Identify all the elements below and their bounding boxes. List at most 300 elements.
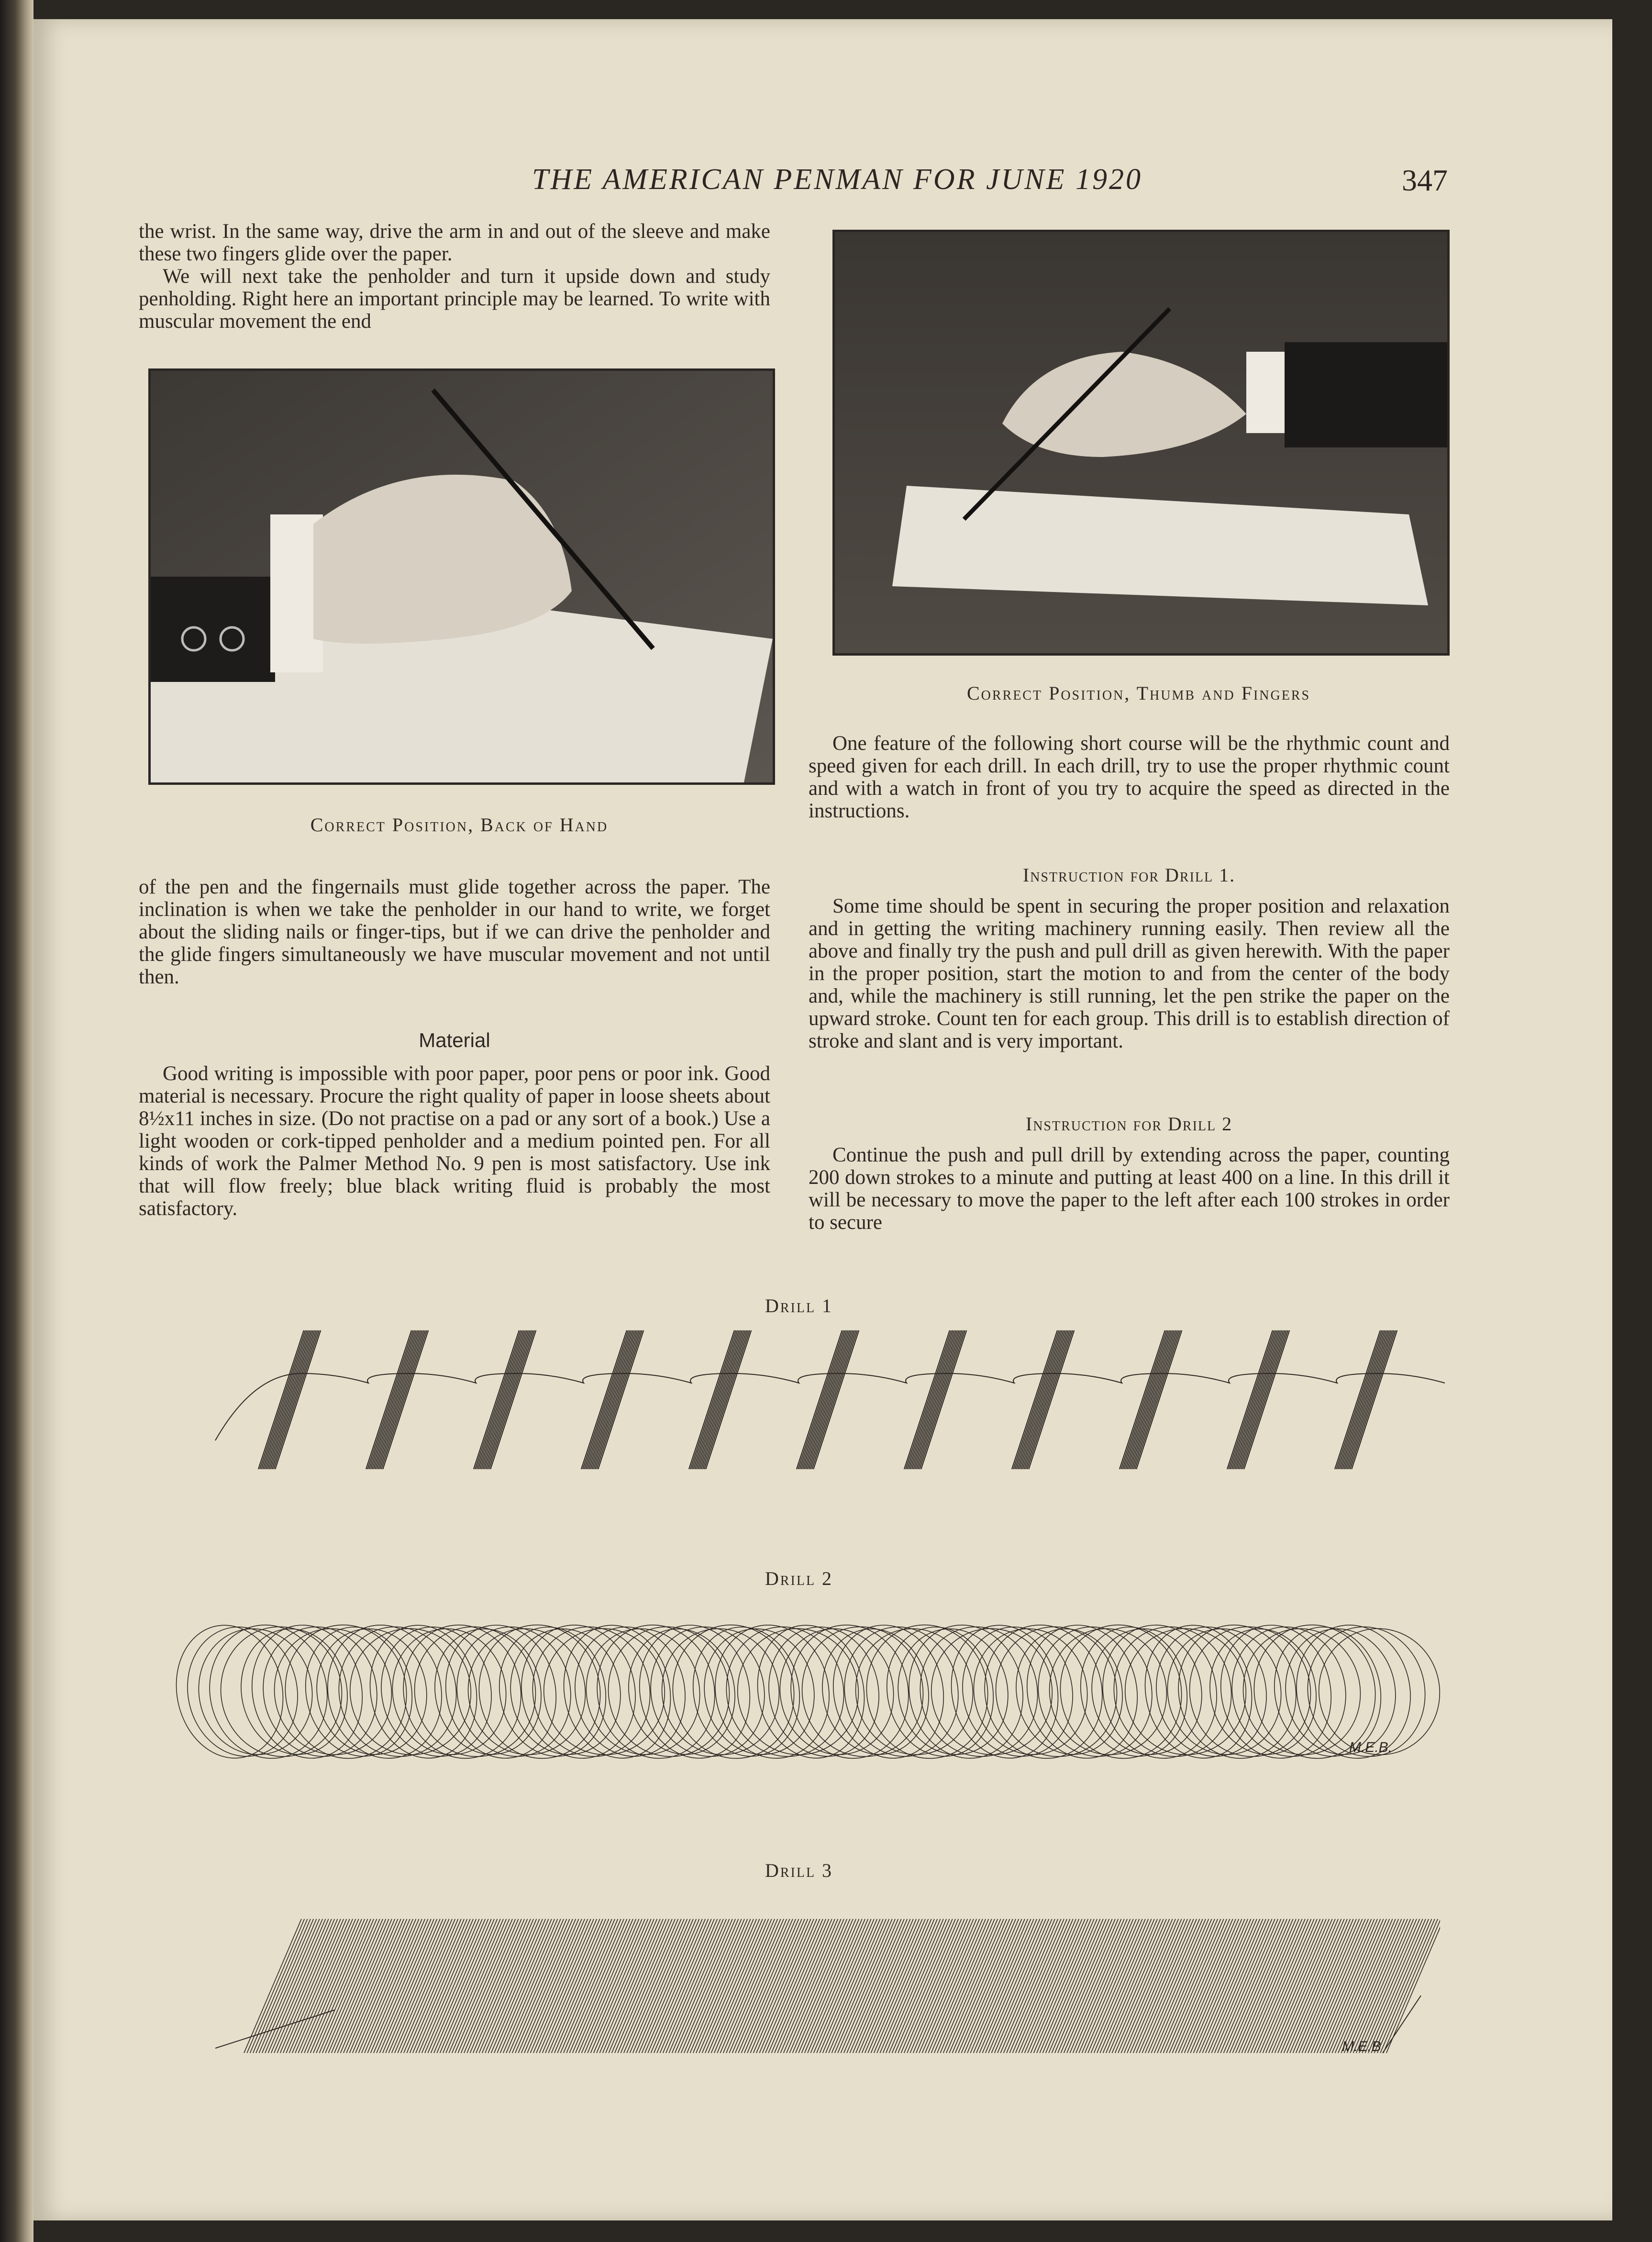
pen-stroke xyxy=(847,1919,904,2053)
pen-stroke xyxy=(1206,1919,1263,2053)
pen-stroke xyxy=(1287,1919,1344,2053)
pen-stroke xyxy=(1218,1919,1275,2053)
magazine-page xyxy=(33,19,1612,2220)
pen-stroke xyxy=(1067,1919,1124,2053)
pen-stroke xyxy=(1320,1919,1377,2053)
pen-stroke xyxy=(1190,1919,1248,2053)
drill3-signature: M.E.B xyxy=(1342,2039,1381,2054)
pen-stroke xyxy=(986,1919,1043,2053)
pen-stroke xyxy=(690,1919,747,2053)
oval-stroke xyxy=(1048,1614,1194,1770)
drill1-illustration xyxy=(206,1321,1459,1484)
pen-stroke xyxy=(690,1330,736,1469)
pen-stroke xyxy=(583,1330,628,1469)
pen-stroke xyxy=(802,1919,859,2053)
pen-stroke xyxy=(1024,1330,1070,1469)
pen-stroke xyxy=(590,1330,636,1469)
pen-stroke xyxy=(1079,1919,1136,2053)
pen-stroke xyxy=(1211,1919,1269,2053)
pen-stroke xyxy=(913,1919,971,2053)
pen-stroke xyxy=(955,1919,1013,2053)
pen-stroke xyxy=(633,1919,690,2053)
pen-stroke xyxy=(366,1330,411,1469)
pen-stroke xyxy=(694,1330,739,1469)
pen-stroke xyxy=(651,1919,709,2053)
pen-stroke xyxy=(1124,1919,1182,2053)
pen-stroke xyxy=(684,1919,742,2053)
pen-stroke xyxy=(697,1330,742,1469)
oval-stroke xyxy=(273,1614,419,1770)
pen-stroke xyxy=(554,1919,612,2053)
pen-stroke xyxy=(1103,1919,1161,2053)
pen-stroke xyxy=(988,1919,1046,2053)
pen-stroke xyxy=(1085,1919,1142,2053)
pen-stroke xyxy=(250,1919,308,2053)
hand-photo-illustration xyxy=(151,371,773,782)
pen-stroke xyxy=(1021,1330,1066,1469)
pen-stroke xyxy=(865,1919,922,2053)
pen-stroke xyxy=(910,1330,956,1469)
pen-stroke xyxy=(744,1919,802,2053)
pen-stroke xyxy=(1236,1919,1293,2053)
pen-stroke xyxy=(949,1919,1007,2053)
pen-stroke xyxy=(461,1919,519,2053)
pen-stroke xyxy=(398,1919,455,2053)
pen-stroke xyxy=(478,1330,524,1469)
pen-stroke xyxy=(726,1919,784,2053)
pen-stroke xyxy=(920,1330,965,1469)
pen-stroke xyxy=(1181,1919,1239,2053)
pen-stroke xyxy=(829,1919,886,2053)
pen-stroke xyxy=(506,1919,564,2053)
oval-stroke xyxy=(1069,1617,1199,1766)
pen-stroke xyxy=(871,1919,928,2053)
pen-stroke xyxy=(334,1919,392,2053)
pen-stroke xyxy=(916,1919,974,2053)
pen-stroke xyxy=(742,1919,799,2053)
pen-stroke xyxy=(1338,1330,1383,1469)
pen-stroke xyxy=(337,1919,395,2053)
pen-stroke xyxy=(931,1919,988,2053)
pen-stroke xyxy=(1097,1919,1154,2053)
pen-stroke xyxy=(383,1919,440,2053)
pen-stroke xyxy=(518,1919,576,2053)
oval-stroke xyxy=(327,1616,468,1768)
pen-stroke xyxy=(976,1919,1034,2053)
pen-stroke xyxy=(1314,1919,1372,2053)
pen-stroke xyxy=(476,1919,533,2053)
pen-stroke xyxy=(481,1330,527,1469)
pen-stroke xyxy=(735,1919,793,2053)
pen-stroke xyxy=(1094,1919,1152,2053)
pen-stroke xyxy=(1130,1919,1187,2053)
pen-stroke xyxy=(597,1919,654,2053)
pen-stroke xyxy=(1362,1919,1419,2053)
pen-stroke xyxy=(991,1919,1049,2053)
paragraph: the wrist. In the same way, drive the arm in and out of the sleeve and make these two fingers glide over the paper. xyxy=(139,220,770,265)
pen-stroke xyxy=(263,1330,309,1469)
pen-stroke xyxy=(488,1330,533,1469)
pen-stroke xyxy=(1340,1330,1385,1469)
pen-stroke xyxy=(909,1330,954,1469)
pen-stroke xyxy=(431,1919,488,2053)
pen-stroke xyxy=(1341,1919,1398,2053)
pen-stroke xyxy=(805,1919,862,2053)
pen-stroke xyxy=(702,1919,760,2053)
pen-stroke xyxy=(1018,1330,1064,1469)
pen-stroke xyxy=(850,1919,907,2053)
pen-stroke xyxy=(1242,1919,1299,2053)
pen-stroke xyxy=(1052,1919,1109,2053)
pen-stroke xyxy=(813,1330,859,1469)
pen-stroke xyxy=(1227,1919,1284,2053)
paragraph: Good writing is impossible with poor paper, poor pens or poor ink. Good material is necessary. Procure the right quality of paper in loose sheets about 8½x11 inches in size. (Do not practise on a pad or any sort of a book.) Use a light wooden or cork-tipped penholder and a medium pointed pen. For all kinds of work the Palmer Method No. 9 pen is most satisfactory. Use ink that will flow freely; blue black writing fluid is probably the most satisfactory. xyxy=(139,1062,770,1220)
pen-stroke xyxy=(480,1330,525,1469)
oval-stroke xyxy=(703,1615,841,1769)
pen-stroke xyxy=(1142,1919,1199,2053)
pen-stroke xyxy=(1272,1919,1329,2053)
pen-stroke xyxy=(380,1919,437,2053)
pen-stroke xyxy=(928,1919,986,2053)
pen-stroke xyxy=(1257,1919,1314,2053)
oval-stroke xyxy=(294,1617,424,1766)
drill3-illustration xyxy=(215,1914,1440,2058)
pen-stroke xyxy=(675,1919,732,2053)
pen-stroke xyxy=(569,1919,627,2053)
oval-stroke xyxy=(509,1615,647,1769)
pen-stroke xyxy=(1148,1919,1206,2053)
pen-stroke xyxy=(1296,1919,1353,2053)
pen-stroke xyxy=(253,1919,310,2053)
pen-stroke xyxy=(1064,1919,1121,2053)
pen-stroke xyxy=(612,1919,669,2053)
pen-stroke xyxy=(474,1330,519,1469)
pen-stroke xyxy=(585,1919,642,2053)
pen-stroke xyxy=(937,1919,995,2053)
pen-stroke xyxy=(841,1919,898,2053)
pen-stroke xyxy=(886,1919,943,2053)
pen-stroke xyxy=(1019,1919,1076,2053)
pen-stroke xyxy=(374,1919,431,2053)
pen-stroke xyxy=(1368,1919,1426,2053)
pen-stroke xyxy=(557,1919,615,2053)
pen-stroke xyxy=(266,1330,311,1469)
pen-stroke xyxy=(1232,1919,1290,2053)
pen-stroke xyxy=(1121,1330,1166,1469)
pen-stroke xyxy=(1220,1919,1278,2053)
pen-stroke xyxy=(1169,1919,1227,2053)
pen-stroke xyxy=(974,1919,1031,2053)
pen-stroke xyxy=(696,1919,754,2053)
pen-stroke xyxy=(1335,1330,1380,1469)
pen-stroke xyxy=(1145,1919,1203,2053)
pen-stroke xyxy=(422,1919,479,2053)
pen-stroke xyxy=(1040,1919,1097,2053)
pen-stroke xyxy=(286,1919,344,2053)
pen-stroke xyxy=(768,1919,826,2053)
pen-stroke xyxy=(1275,1919,1332,2053)
pen-stroke xyxy=(925,1919,983,2053)
pen-stroke xyxy=(1240,1330,1285,1469)
pen-stroke xyxy=(332,1919,389,2053)
pen-stroke xyxy=(301,1919,359,2053)
pen-stroke xyxy=(765,1919,823,2053)
pen-stroke xyxy=(754,1919,811,2053)
pen-stroke xyxy=(806,1330,851,1469)
pen-stroke xyxy=(482,1919,540,2053)
pen-stroke xyxy=(835,1919,892,2053)
pen-stroke xyxy=(1342,1330,1388,1469)
pen-stroke xyxy=(826,1919,883,2053)
pen-stroke xyxy=(998,1919,1055,2053)
caption-back-of-hand: Correct Position, Back of Hand xyxy=(310,814,609,836)
pen-stroke xyxy=(1046,1919,1103,2053)
drill2-instruction-text xyxy=(809,1144,1450,1234)
pen-stroke xyxy=(1311,1919,1368,2053)
pen-stroke xyxy=(823,1919,880,2053)
running-header-title: THE AMERICAN PENMAN FOR JUNE 1920 xyxy=(532,163,1142,196)
pen-stroke xyxy=(289,1919,347,2053)
pen-stroke xyxy=(383,1330,428,1469)
pen-stroke xyxy=(578,1919,636,2053)
pen-stroke xyxy=(1126,1330,1171,1469)
pen-stroke xyxy=(1302,1919,1359,2053)
pen-stroke xyxy=(669,1919,726,2053)
pen-stroke xyxy=(588,1919,645,2053)
pen-stroke xyxy=(1293,1919,1350,2053)
oval-stroke xyxy=(908,1616,1049,1768)
pen-stroke xyxy=(1241,1330,1286,1469)
pen-stroke xyxy=(539,1919,597,2053)
pen-stroke xyxy=(1009,1919,1067,2053)
pen-stroke xyxy=(566,1919,624,2053)
pen-stroke xyxy=(615,1919,672,2053)
paragraph: of the pen and the fingernails must glide together across the paper. The inclination is when we take the penholder in our hand to write, we forget about the sliding nails or finger-tips, but if we can drive the penholder and the glide fingers simultaneously we have muscular movement and not until then. xyxy=(139,876,770,988)
pen-stroke xyxy=(1025,1919,1082,2053)
pen-stroke xyxy=(344,1919,401,2053)
pen-stroke xyxy=(838,1919,895,2053)
pen-stroke xyxy=(594,1919,651,2053)
push-pull-drill-groups xyxy=(206,1321,1459,1484)
pen-stroke xyxy=(1244,1330,1289,1469)
pen-stroke xyxy=(747,1919,805,2053)
pen-stroke xyxy=(701,1330,747,1469)
pen-stroke xyxy=(689,1330,734,1469)
pen-stroke xyxy=(470,1919,528,2053)
pen-stroke xyxy=(759,1919,817,2053)
pen-stroke xyxy=(810,1919,868,2053)
pen-stroke xyxy=(277,1919,334,2053)
pen-stroke xyxy=(919,1919,976,2053)
caption-thumb-and-fingers: Correct Position, Thumb and Fingers xyxy=(966,682,1311,704)
pen-stroke xyxy=(1015,1330,1060,1469)
pen-stroke xyxy=(1245,1919,1302,2053)
pen-stroke xyxy=(1227,1330,1273,1469)
pen-stroke xyxy=(378,1330,424,1469)
pen-stroke xyxy=(404,1919,461,2053)
pen-stroke xyxy=(1336,1330,1382,1469)
pen-stroke xyxy=(763,1919,820,2053)
pen-stroke xyxy=(1106,1919,1164,2053)
pen-stroke xyxy=(591,1919,648,2053)
pen-stroke xyxy=(582,1919,639,2053)
pen-stroke xyxy=(913,1330,959,1469)
oval-stroke xyxy=(467,1614,613,1770)
pen-stroke xyxy=(283,1919,341,2053)
pen-stroke xyxy=(467,1919,524,2053)
pen-stroke xyxy=(1341,1330,1386,1469)
pen-stroke xyxy=(1115,1919,1173,2053)
pen-stroke xyxy=(1263,1919,1320,2053)
pen-stroke xyxy=(407,1919,464,2053)
pen-stroke xyxy=(419,1919,476,2053)
pen-stroke xyxy=(548,1919,606,2053)
pen-stroke xyxy=(856,1919,913,2053)
pen-stroke xyxy=(268,1919,325,2053)
pen-stroke xyxy=(588,1330,633,1469)
pen-stroke xyxy=(1199,1919,1257,2053)
pen-stroke xyxy=(895,1919,953,2053)
pen-stroke xyxy=(630,1919,687,2053)
pen-stroke xyxy=(1031,1919,1088,2053)
pen-stroke xyxy=(367,1919,425,2053)
pen-stroke xyxy=(486,1330,532,1469)
drill1-label: Drill 1 xyxy=(765,1295,833,1316)
pen-stroke xyxy=(1383,1996,1421,2053)
pen-stroke xyxy=(965,1919,1022,2053)
pen-stroke xyxy=(1323,1919,1380,2053)
pen-stroke xyxy=(892,1919,950,2053)
pen-stroke xyxy=(784,1919,841,2053)
right-column-intro xyxy=(809,732,1450,822)
pen-stroke xyxy=(961,1919,1019,2053)
pen-stroke xyxy=(678,1919,735,2053)
pen-stroke xyxy=(395,1919,452,2053)
pen-stroke xyxy=(552,1919,609,2053)
pen-stroke xyxy=(729,1919,787,2053)
pen-stroke xyxy=(1308,1919,1365,2053)
pen-stroke xyxy=(1043,1919,1100,2053)
pen-stroke xyxy=(594,1330,639,1469)
pen-stroke xyxy=(705,1919,763,2053)
pen-stroke xyxy=(1021,1919,1079,2053)
pen-stroke xyxy=(274,1919,332,2053)
pen-stroke xyxy=(271,1330,316,1469)
pen-stroke xyxy=(901,1919,958,2053)
pen-stroke xyxy=(292,1919,350,2053)
pen-stroke xyxy=(485,1919,543,2053)
pen-stroke xyxy=(494,1919,552,2053)
pen-stroke xyxy=(681,1919,739,2053)
pen-stroke xyxy=(979,1919,1037,2053)
pen-stroke xyxy=(1004,1919,1061,2053)
material-heading: Material xyxy=(419,1029,490,1051)
pen-stroke xyxy=(663,1919,721,2053)
pen-stroke xyxy=(1269,1919,1326,2053)
oval-stroke xyxy=(875,1617,1005,1766)
pen-stroke xyxy=(672,1919,730,2053)
pen-stroke xyxy=(515,1919,573,2053)
pen-stroke xyxy=(698,1330,743,1469)
pen-stroke xyxy=(1136,1330,1182,1469)
pen-stroke xyxy=(371,1330,416,1469)
pen-stroke xyxy=(595,1330,641,1469)
pen-stroke xyxy=(717,1919,775,2053)
pen-stroke xyxy=(307,1919,365,2053)
pen-stroke xyxy=(561,1919,618,2053)
pen-stroke xyxy=(313,1919,371,2053)
pen-stroke xyxy=(598,1330,643,1469)
pen-stroke xyxy=(452,1919,510,2053)
pen-stroke xyxy=(1130,1330,1175,1469)
pen-stroke xyxy=(810,1330,856,1469)
pen-stroke xyxy=(584,1330,630,1469)
pen-stroke xyxy=(750,1919,808,2053)
pen-stroke xyxy=(458,1919,515,2053)
pen-stroke xyxy=(413,1919,470,2053)
pen-stroke xyxy=(1365,1919,1423,2053)
pen-stroke xyxy=(789,1919,847,2053)
pen-stroke xyxy=(1112,1919,1169,2053)
pen-stroke xyxy=(491,1919,549,2053)
pen-stroke xyxy=(606,1919,663,2053)
pen-stroke xyxy=(1127,1330,1173,1469)
pen-stroke xyxy=(1239,1919,1296,2053)
pen-stroke xyxy=(346,1919,404,2053)
pen-stroke xyxy=(247,1919,304,2053)
pen-stroke xyxy=(912,1330,957,1469)
pen-stroke xyxy=(1335,1919,1393,2053)
pen-stroke xyxy=(464,1919,521,2053)
pen-stroke xyxy=(704,1330,750,1469)
pen-stroke xyxy=(1236,1330,1282,1469)
pen-stroke xyxy=(377,1330,422,1469)
pen-stroke xyxy=(1007,1919,1064,2053)
pen-stroke xyxy=(883,1919,941,2053)
pen-stroke xyxy=(262,1919,320,2053)
pen-stroke xyxy=(310,1919,368,2053)
drill1-instruction-heading: Instruction for Drill 1. xyxy=(1022,864,1236,886)
pen-stroke xyxy=(1352,1330,1397,1469)
pen-stroke xyxy=(1118,1919,1175,2053)
pen-stroke xyxy=(1020,1330,1065,1469)
pen-stroke xyxy=(533,1919,591,2053)
pen-stroke xyxy=(271,1919,329,2053)
pen-stroke xyxy=(1175,1919,1233,2053)
pen-stroke xyxy=(449,1919,506,2053)
pen-stroke xyxy=(970,1919,1028,2053)
pen-stroke xyxy=(500,1919,558,2053)
drill2-label: Drill 2 xyxy=(765,1568,833,1589)
pen-stroke xyxy=(267,1330,313,1469)
pen-stroke xyxy=(1371,1919,1429,2053)
pen-stroke xyxy=(477,1330,522,1469)
pen-stroke xyxy=(275,1330,321,1469)
pen-stroke xyxy=(586,1330,632,1469)
pen-stroke xyxy=(392,1919,449,2053)
pen-stroke xyxy=(589,1330,634,1469)
pen-stroke xyxy=(1049,1919,1106,2053)
pen-stroke xyxy=(446,1919,503,2053)
pen-stroke xyxy=(803,1330,848,1469)
pen-stroke xyxy=(440,1919,498,2053)
pen-stroke xyxy=(904,1919,962,2053)
pen-stroke xyxy=(1133,1330,1179,1469)
pen-stroke xyxy=(1305,1919,1363,2053)
pen-stroke xyxy=(1082,1919,1139,2053)
pen-stroke xyxy=(512,1919,570,2053)
pen-stroke xyxy=(1359,1919,1417,2053)
